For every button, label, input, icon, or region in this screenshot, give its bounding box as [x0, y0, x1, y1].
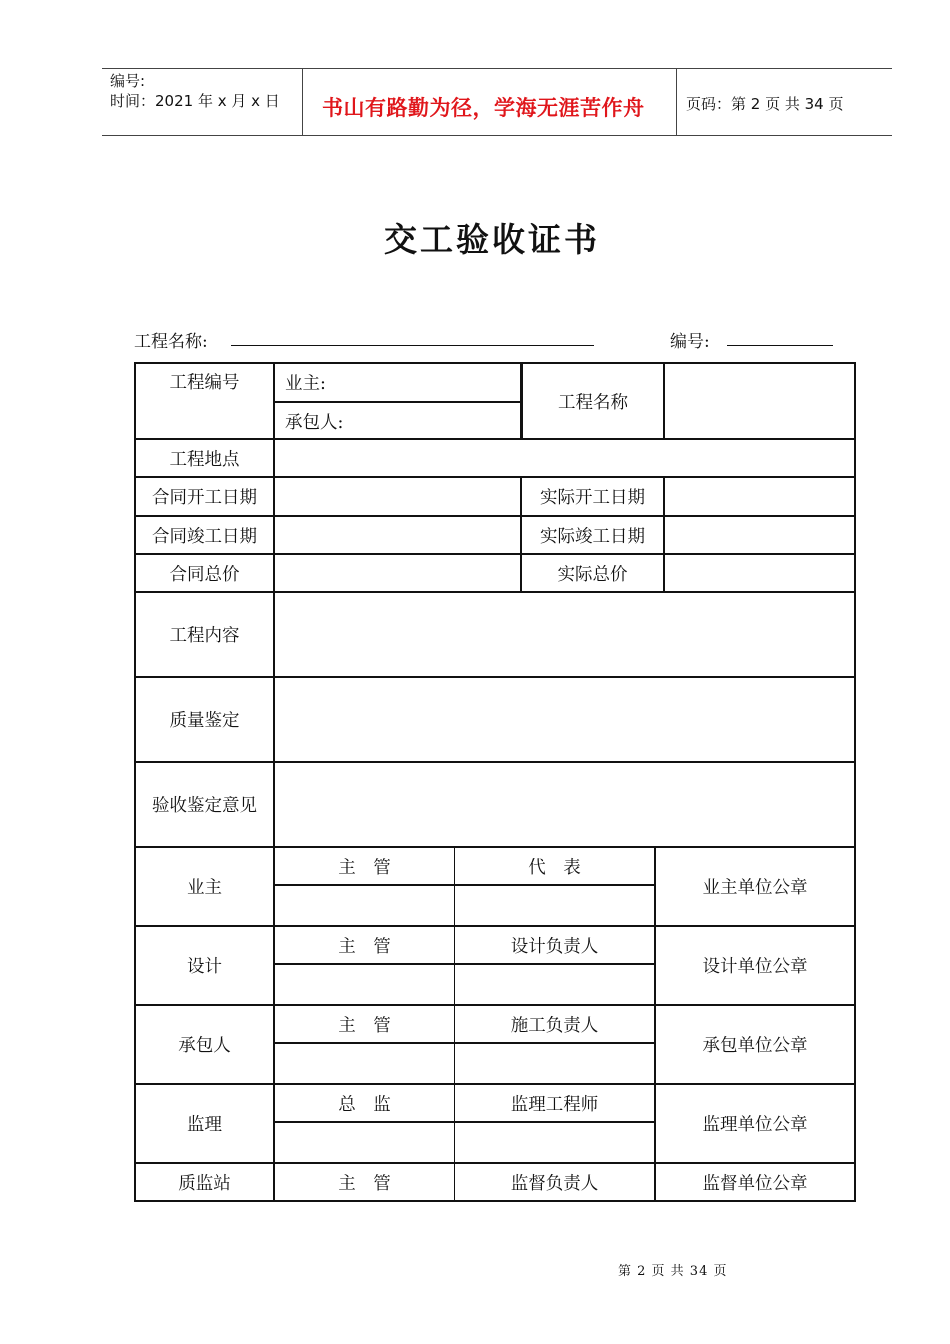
cell-project-name: 工程名称 [558, 392, 628, 413]
cell-location-value[interactable] [275, 440, 854, 476]
sign-role1-design: 主 管 [338, 936, 391, 957]
cell-contract-total-value[interactable] [275, 555, 520, 591]
cell-contractor: 承包人: [285, 412, 344, 433]
number-blank[interactable] [727, 345, 833, 346]
cell-acceptance-value[interactable] [275, 763, 854, 846]
header-top-rule [102, 68, 892, 69]
sign-role2-supervisor: 监理工程师 [510, 1094, 599, 1115]
header-motto: 书山有路勤为径，学海无涯苦作舟 [322, 96, 645, 120]
sign-blank-owner-2[interactable] [455, 886, 654, 925]
sign-role1-owner: 主 管 [338, 857, 391, 878]
cell-acceptance: 验收鉴定意见 [152, 796, 257, 816]
cell-contract-end-value[interactable] [275, 517, 520, 553]
sign-role1-contractor: 主 管 [338, 1015, 391, 1036]
cell-actual-start-value[interactable] [665, 478, 854, 515]
sign-role2-quality-station: 监督负责人 [510, 1173, 599, 1194]
cell-contract-start-value[interactable] [275, 478, 520, 515]
sign-party-supervisor: 监理 [187, 1115, 222, 1135]
sign-role2-design: 设计负责人 [510, 936, 599, 957]
cell-quality: 质量鉴定 [169, 711, 240, 731]
sign-blank-contractor-2[interactable] [455, 1044, 654, 1083]
cell-project-number: 工程编号 [169, 372, 240, 393]
cell-contract-end: 合同竣工日期 [152, 526, 257, 547]
sign-role2-contractor: 施工负责人 [510, 1015, 599, 1036]
sign-party-owner: 业主 [187, 878, 222, 898]
cell-actual-total: 实际总价 [557, 564, 628, 585]
sign-seal-owner: 业主单位公章 [702, 878, 808, 898]
cell-quality-value[interactable] [275, 678, 854, 761]
header-bottom-rule [102, 135, 892, 136]
sign-blank-contractor-1[interactable] [275, 1044, 454, 1083]
cell-contract-start: 合同开工日期 [152, 488, 257, 508]
sign-blank-design-1[interactable] [275, 965, 454, 1004]
sign-party-quality-station: 质监站 [178, 1173, 231, 1194]
document-title: 交工验收证书 [384, 220, 600, 259]
header-page-info: 页码：第 2 页 共 34 页 [686, 95, 844, 113]
cell-contract-total: 合同总价 [169, 564, 240, 585]
header-divider-2 [676, 68, 677, 136]
cell-location: 工程地点 [169, 449, 240, 470]
cell-actual-end-value[interactable] [665, 517, 854, 553]
sign-role1-supervisor: 总 监 [338, 1094, 391, 1115]
cell-content-value[interactable] [275, 593, 854, 676]
sign-blank-design-2[interactable] [455, 965, 654, 1004]
header-divider-1 [302, 68, 303, 136]
sign-blank-owner-1[interactable] [275, 886, 454, 925]
sign-blank-supervisor-2[interactable] [455, 1123, 654, 1162]
project-name-blank[interactable] [231, 345, 594, 346]
sign-seal-supervisor: 监理单位公章 [702, 1115, 808, 1135]
header-code-label: 编号: [110, 72, 146, 90]
cell-owner: 业主: [285, 374, 326, 394]
acceptance-form-table [134, 362, 856, 1202]
sign-seal-quality-station: 监督单位公章 [702, 1173, 808, 1194]
sign-role2-owner: 代 表 [528, 857, 581, 878]
footer-page-number: 第 2 页 共 34 页 [618, 1264, 728, 1279]
sign-blank-supervisor-1[interactable] [275, 1123, 454, 1162]
sign-seal-contractor: 承包单位公章 [702, 1036, 808, 1056]
cell-actual-start: 实际开工日期 [540, 488, 645, 508]
cell-project-name-value[interactable] [665, 364, 854, 438]
sign-seal-design: 设计单位公章 [702, 957, 808, 977]
cell-actual-total-value[interactable] [665, 555, 854, 591]
number-label: 编号: [670, 332, 710, 352]
sign-role1-quality-station: 主 管 [338, 1173, 391, 1194]
cell-actual-end: 实际竣工日期 [540, 526, 645, 547]
sign-party-design: 设计 [187, 957, 222, 977]
cell-content: 工程内容 [169, 626, 240, 646]
project-name-label: 工程名称: [134, 332, 208, 352]
header-time-label: 时间：2021 年 x 月 x 日 [110, 92, 280, 110]
sign-party-contractor: 承包人 [178, 1036, 231, 1056]
